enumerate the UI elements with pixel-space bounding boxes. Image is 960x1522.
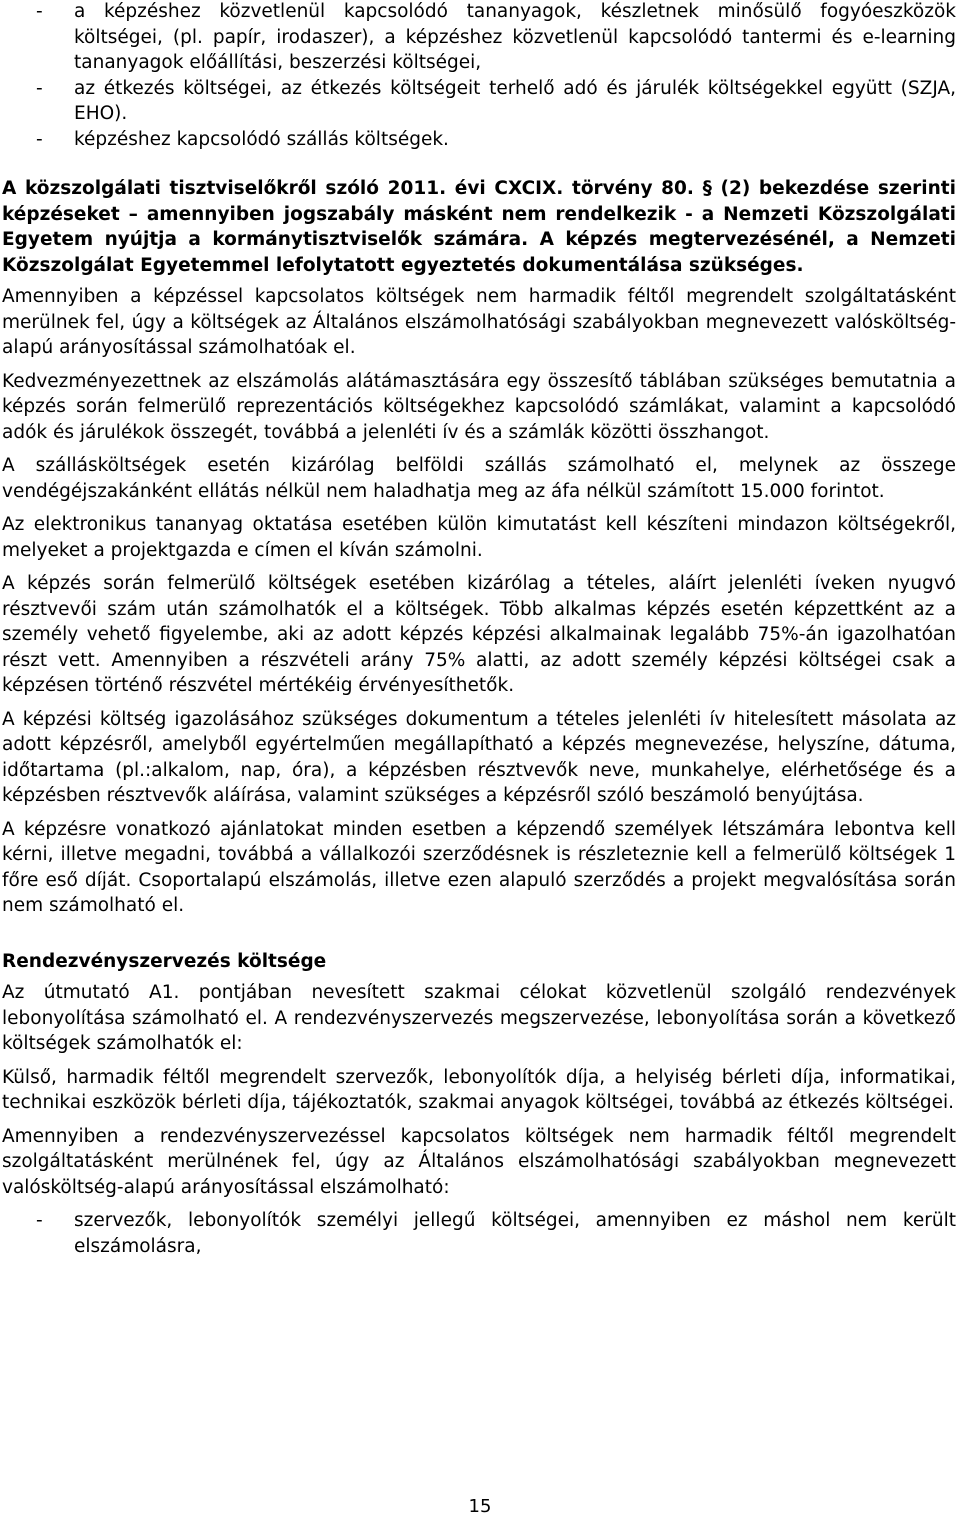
body-paragraph: Amennyiben a képzéssel kapcsolatos költségek nem harmadik féltől megrendelt szolgáltatásként merülnek fel, úgy a költségek az Általános elszámolhatósági szabályokban megnevezett valósköltség-alapú arányosítással számolhatóak el. (2, 286, 956, 358)
event-cost-bullet-list (2, 1208, 956, 1259)
list-item-text: szervezők, lebonyolítók személyi jellegű költségei, amennyiben ez máshol nem került elszámolásra, (74, 1210, 956, 1257)
list-item-text: az étkezés költségei, az étkezés költségeit terhelő adó és járulék költségekkel együtt (SZJA, EHO). (74, 77, 956, 124)
section-paragraph: Az útmutató A1. pontjában nevesített szakmai célokat közvetlenül szolgáló rendezvények lebonyolítása számolható el. A rendezvényszervezés megszervezése, lebonyolítása során a következő költségek számolhatók el: (2, 982, 956, 1054)
bullet-dash: - (36, 1, 43, 22)
page-number: 15 (468, 1496, 492, 1517)
body-paragraph: Kedvezményezettnek az elszámolás alátámasztására egy összesítő táblában szükséges bemutatnia a képzés során felmerülő reprezentációs költségekhez kapcsolódó számlákat, valamint a kapcsolódó adók és járulékok összegét, továbbá a jelenléti ív és a számlák közötti összhangot. (2, 370, 956, 443)
bullet-dash: - (36, 128, 43, 150)
section-heading: Rendezvényszervezés költsége (2, 950, 327, 972)
body-paragraph: A képzési költség igazolásához szükséges dokumentum a tételes jelenléti ív hitelesített másolata az adott képzésről, amelyből egyértelműen megállapítható a képzés megnevezése, helyszíne, dátuma, időtartama (pl.:alkalom, nap, óra), a képzésben résztvevők neve, munkahelye, elérhetősége és a képzésben résztvevők aláírása, valamint szükséges a képzésről szóló beszámoló benyújtása. (2, 708, 956, 806)
bullet-dash: - (36, 77, 43, 99)
body-paragraph: A képzésre vonatkozó ajánlatokat minden esetben a képzendő személyek létszámára lebontva kell kérni, illetve megadni, továbbá a vállalkozói szerződésnek is részleteznie kell a felmerülő költségek 1 főre eső díját. Csoportalapú elszámolás, illetve ezen alapuló szerződés a projekt megvalósítása során nem számolható el. (2, 818, 956, 916)
body-paragraph: A szállásköltségek esetén kizárólag belföldi szállás számolható el, melynek az összege vendégéjszakánként ellátás nélkül nem haladhatja meg az áfa nélkül számított 15.000 forintot. (2, 455, 956, 502)
section-paragraph: Külső, harmadik féltől megrendelt szervezők, lebonyolítók díja, a helyiség bérleti díja, informatikai, technikai eszközök bérleti díja, tájékoztatók, szakmai anyagok költségei, továbbá az étkezés költségei. (2, 1066, 956, 1113)
list-item-text: a képzéshez közvetlenül kapcsolódó tananyagok, készletnek minősülő fogyóeszközök költségei, (pl. papír, irodaszer), a képzéshez közvetlenül kapcsolódó tantermi és e-learning tananyagok előállítási, beszerzési költségei, (74, 1, 956, 73)
list-item (2, 0, 956, 76)
bullet-dash: - (36, 1210, 43, 1231)
body-paragraph: Az elektronikus tananyag oktatása esetében külön kimutatást kell készíteni mindazon költségekről, melyeket a projektgazda e címen el kíván számolni. (2, 514, 956, 561)
list-item (2, 1208, 956, 1259)
list-item-text: képzéshez kapcsolódó szállás költségek. (74, 128, 449, 150)
cost-bullet-list (2, 0, 956, 152)
list-item (2, 76, 956, 127)
law-reference-paragraph: A közszolgálati tisztviselőkről szóló 2011. évi CXCIX. törvény 80. § (2) bekezdése szerinti képzéseket – amennyiben jogszabály másként nem rendelkezik - a Nemzeti Közszolgálati Egyetem nyújtja a kormánytisztviselők számára. A képzés megtervezésénél, a Nemzeti Közszolgálat Egyetemmel lefolytatott egyeztetés dokumentálása szükséges. (2, 178, 956, 276)
body-paragraph: A képzés során felmerülő költségek esetében kizárólag a tételes, aláírt jelenléti íveken nyugvó résztvevői szám után számolhatók el a költségek. Több alkalmas képzés esetén képzettként az a személy vehető figyelembe, aki az adott képzés képzési alkalmainak legalább 75%-án igazolhatóan részt vett. Amennyiben a részvételi arány 75% alatti, az adott személy képzési költségei csak a képzésen történő részvétel mértékéig érvényesíthetők. (2, 573, 956, 696)
list-item (2, 127, 956, 153)
page-content (2, 0, 956, 1259)
section-paragraph: Amennyiben a rendezvényszervezéssel kapcsolatos költségek nem harmadik féltől megrendelt szolgáltatásként merülnének fel, úgy az Általános elszámolhatósági szabályokban megnevezett valósköltség-alapú arányosítással elszámolható: (2, 1125, 956, 1198)
